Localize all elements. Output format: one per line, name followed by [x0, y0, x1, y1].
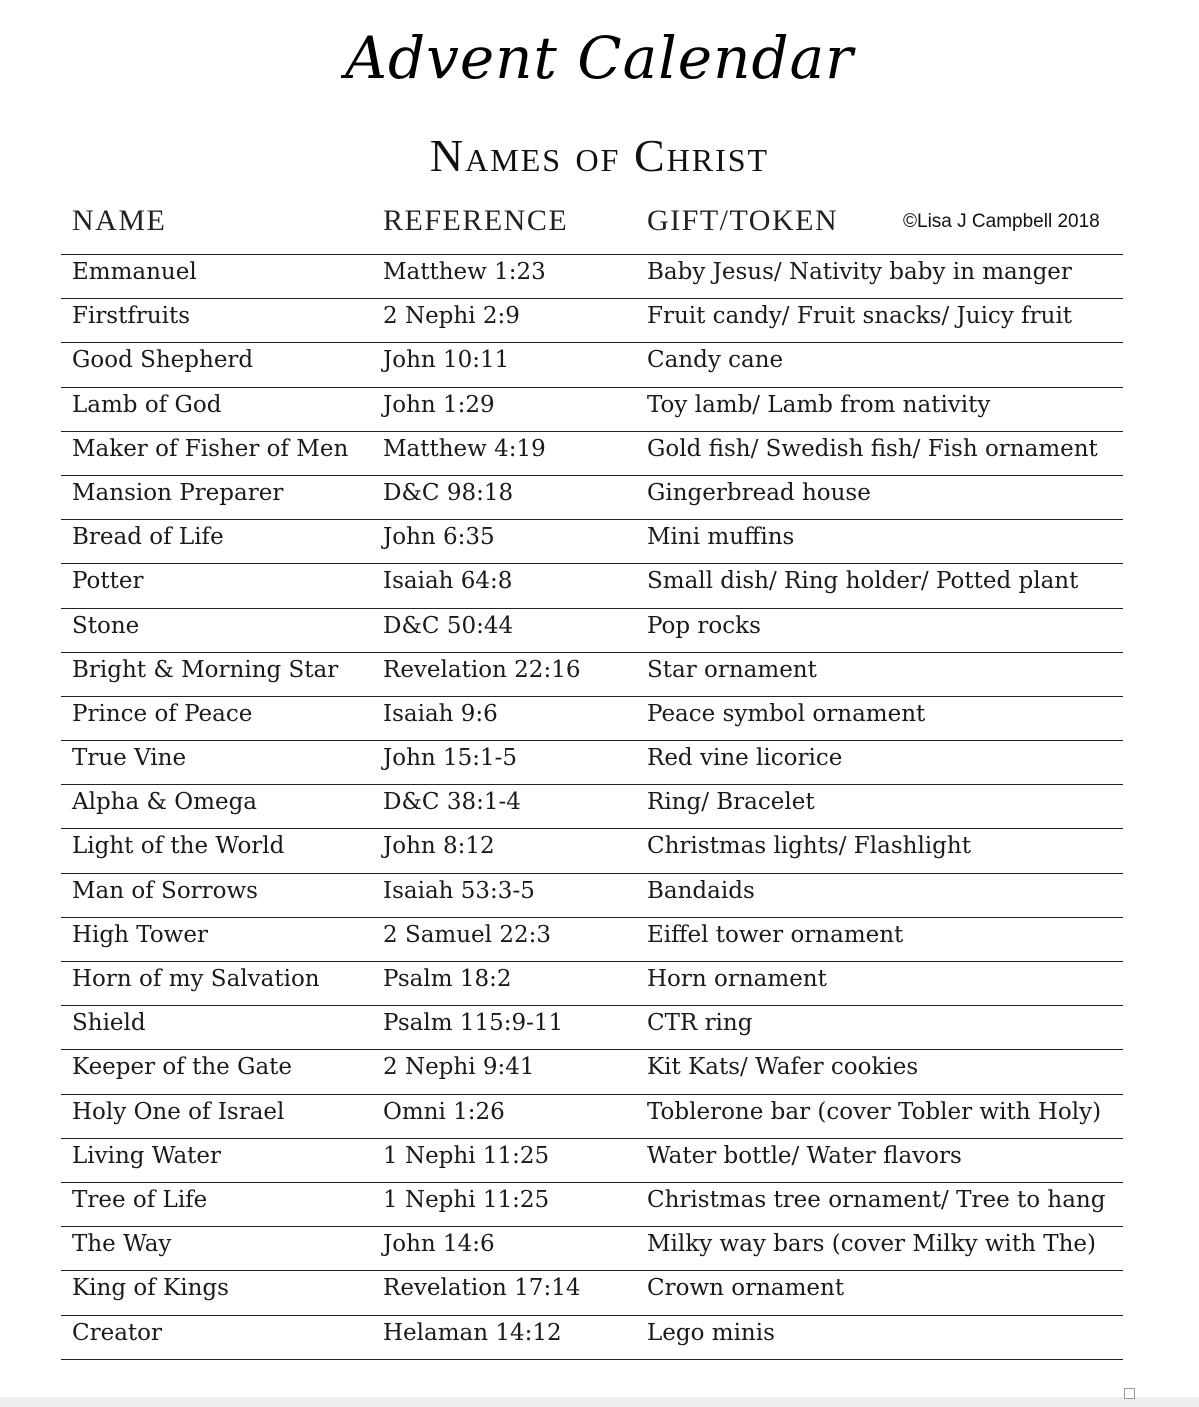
header-name: NAME	[72, 204, 167, 237]
cell-reference: D&C 38:1-4	[383, 789, 521, 816]
cell-name: Shield	[72, 1010, 146, 1037]
cell-reference: 2 Samuel 22:3	[383, 921, 551, 948]
table-row	[61, 1006, 1123, 1050]
cell-gift: Christmas tree ornament/ Tree to hang	[647, 1186, 1106, 1213]
cell-gift: Fruit candy/ Fruit snacks/ Juicy fruit	[647, 303, 1073, 330]
cell-name: Good Shepherd	[72, 347, 254, 374]
cell-reference: John 6:35	[383, 524, 495, 551]
cell-reference: John 10:11	[383, 347, 510, 374]
cell-reference: Revelation 22:16	[383, 656, 581, 683]
cell-reference: John 14:6	[383, 1231, 495, 1258]
cell-name: Creator	[72, 1319, 163, 1346]
cell-gift: Toblerone bar (cover Tobler with Holy)	[647, 1098, 1102, 1125]
cell-reference: Isaiah 53:3-5	[383, 877, 535, 904]
table-row	[61, 918, 1123, 962]
cell-name: Bread of Life	[72, 524, 224, 551]
table-row	[61, 299, 1123, 343]
cell-name: Horn of my Salvation	[72, 966, 320, 992]
table-row	[61, 476, 1123, 520]
cell-reference: John 8:12	[383, 833, 495, 860]
cell-name: Holy One of Israel	[72, 1098, 285, 1125]
cell-reference: John 15:1-5	[383, 745, 518, 772]
document-subtitle: Names of Christ	[429, 130, 770, 181]
cell-reference: 2 Nephi 9:41	[383, 1054, 535, 1081]
cell-name: Mansion Preparer	[72, 479, 284, 506]
cell-gift: Kit Kats/ Wafer cookies	[647, 1054, 919, 1081]
table-row	[61, 388, 1123, 432]
cell-name: High Tower	[72, 921, 208, 948]
cell-gift: Water bottle/ Water flavors	[647, 1142, 962, 1169]
table-row	[61, 741, 1123, 785]
cell-gift: Toy lamb/ Lamb from nativity	[647, 391, 991, 418]
copyright-notice: ©Lisa J Campbell 2018	[903, 211, 1100, 232]
cell-reference: Revelation 17:14	[383, 1275, 581, 1302]
cell-name: Alpha & Omega	[72, 789, 258, 816]
table-row	[61, 564, 1123, 608]
table-row	[61, 609, 1123, 653]
cell-gift: Small dish/ Ring holder/ Potted plant	[647, 568, 1079, 595]
cell-reference: Helaman 14:12	[383, 1319, 562, 1346]
cell-reference: 1 Nephi 11:25	[383, 1142, 550, 1169]
table-row	[61, 785, 1123, 829]
cell-gift: Milky way bars (cover Milky with The)	[647, 1231, 1097, 1258]
cell-gift: Candy cane	[647, 347, 784, 374]
cell-reference: Isaiah 9:6	[383, 700, 498, 727]
cell-gift: Pop rocks	[647, 612, 761, 639]
document-title: Advent Calendar	[345, 24, 854, 92]
table-row	[61, 343, 1123, 387]
cell-reference: John 1:29	[383, 391, 495, 418]
table-row	[61, 1227, 1123, 1271]
cell-reference: 2 Nephi 2:9	[383, 303, 520, 330]
cell-gift: Eiffel tower ornament	[647, 921, 904, 948]
cell-reference: Matthew 1:23	[383, 259, 546, 285]
cell-reference: Matthew 4:19	[383, 435, 546, 462]
header-reference: REFERENCE	[383, 204, 569, 237]
cell-gift: Ring/ Bracelet	[647, 789, 815, 816]
table-row	[61, 520, 1123, 564]
cell-name: King of Kings	[72, 1275, 229, 1302]
table-row	[61, 432, 1123, 476]
cell-name: Prince of Peace	[72, 700, 253, 727]
table-row	[61, 962, 1123, 1006]
cell-name: Maker of Fisher of Men	[72, 435, 349, 462]
cell-name: Emmanuel	[72, 259, 197, 285]
table-row	[61, 1316, 1123, 1360]
cell-reference: Omni 1:26	[383, 1098, 505, 1125]
cell-gift: Horn ornament	[647, 966, 827, 992]
table-row	[61, 1183, 1123, 1227]
cell-name: Lamb of God	[72, 391, 222, 418]
table-row	[61, 829, 1123, 873]
table-row	[61, 653, 1123, 697]
table-row	[61, 1050, 1123, 1094]
cell-name: Man of Sorrows	[72, 877, 258, 904]
cell-reference: D&C 50:44	[383, 612, 514, 639]
names-table	[61, 254, 1123, 1360]
cell-name: Tree of Life	[72, 1186, 208, 1213]
cell-gift: Lego minis	[647, 1319, 775, 1346]
cell-name: Keeper of the Gate	[72, 1054, 293, 1081]
cell-reference: Psalm 115:9-11	[383, 1010, 564, 1037]
cell-reference: D&C 98:18	[383, 479, 514, 506]
table-row	[61, 697, 1123, 741]
cell-name: Firstfruits	[72, 303, 191, 330]
cell-reference: Isaiah 64:8	[383, 568, 513, 595]
cell-name: Light of the World	[72, 833, 285, 860]
cell-name: Bright & Morning Star	[72, 656, 339, 683]
table-row	[61, 874, 1123, 918]
header-gift: GIFT/TOKEN	[647, 204, 839, 237]
cell-gift: Gingerbread house	[647, 479, 871, 506]
table-row	[61, 1095, 1123, 1139]
cell-gift: Star ornament	[647, 656, 817, 683]
cell-gift: Mini muffins	[647, 524, 795, 551]
cell-name: The Way	[72, 1231, 172, 1258]
cell-gift: Crown ornament	[647, 1275, 845, 1302]
table-row	[61, 1139, 1123, 1183]
cell-gift: CTR ring	[647, 1010, 753, 1037]
cell-gift: Baby Jesus/ Nativity baby in manger	[647, 259, 1072, 285]
table-row	[61, 1271, 1123, 1315]
cell-name: Living Water	[72, 1142, 222, 1169]
table-header	[0, 200, 1199, 242]
cell-name: True Vine	[72, 745, 187, 772]
cell-gift: Gold fish/ Swedish fish/ Fish ornament	[647, 435, 1098, 462]
cell-reference: 1 Nephi 11:25	[383, 1186, 550, 1213]
table-resize-handle[interactable]	[1124, 1388, 1135, 1399]
table-row	[61, 255, 1123, 299]
cell-name: Stone	[72, 612, 140, 639]
cell-gift: Peace symbol ornament	[647, 700, 926, 727]
cell-gift: Christmas lights/ Flashlight	[647, 833, 971, 860]
cell-reference: Psalm 18:2	[383, 966, 512, 992]
cell-gift: Bandaids	[647, 877, 755, 904]
page-bottom-strip	[0, 1397, 1199, 1407]
cell-name: Potter	[72, 568, 144, 595]
cell-gift: Red vine licorice	[647, 745, 843, 772]
